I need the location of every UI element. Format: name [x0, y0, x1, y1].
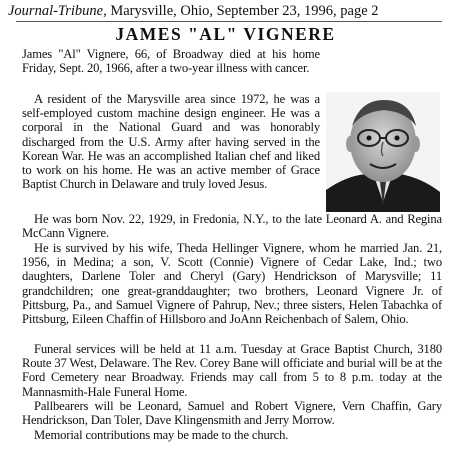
obituary-title: JAMES "AL" VIGNERE: [115, 24, 336, 44]
portrait-image: [326, 92, 440, 212]
obit-paragraph-death: James "Al" Vignere, 66, of Broadway died at his home Friday, Sept. 20, 1966, after a two-year illness with cancer.: [22, 47, 320, 76]
obit-paragraph-survivors: He is survived by his wife, Theda Hellinger Vignere, whom he married Jan. 21, 1956, in Medina; a son, V. Scott (Connie) Vignere of Cedar Lake, Ind.; two daughters, Darlene Toler and Cheryl (Gary) Hendrickson of Marysville; 11 grandchildren; one great-granddaughter; two brothers, Leonard Vignere Jr. of Pittsburg, Pa., and Samuel Vignere of Pahrup, Nev.; three sisters, Helen Tabachka of Pittsburg, Eileen Chaffin of Hillsboro and JoAnn Reichenbach of Salem, Ohio.: [22, 241, 442, 327]
newspaper-name: Journal-Tribune: [8, 3, 104, 19]
obit-paragraph-memorial: Memorial contributions may be made to the church.: [34, 428, 289, 442]
publication-date-line: , Marysville, Ohio, September 23, 1996, page 2: [103, 3, 379, 19]
portrait-photo: [326, 92, 440, 212]
obit-paragraph-biography: A resident of the Marysville area since 1972, he was a self-employed custom machine design engineer. He was a corporal in the National Guard and was honorably discharged from the U.S. Army after having served in the Korean War. He was an accomplished Italian chef and liked to work on his home. He was an active member of Grace Baptist Church in Delaware and truly loved Jesus.: [22, 92, 320, 192]
obit-paragraph-birth: He was born Nov. 22, 1929, in Fredonia, N.Y., to the late Leonard A. and Regina McCann Vignere.: [22, 212, 442, 241]
obit-paragraph-services: Funeral services will be held at 11 a.m. Tuesday at Grace Baptist Church, 3180 Route 37 West, Delaware. The Rev. Corey Bane will officiate and burial will be at the Ford Cemetery near Broadway. Friends may call from 5 to 8 p.m. today at the Mannasmith-Hale Funeral Home.: [22, 342, 442, 399]
clipping-header: [8, 3, 448, 20]
obit-paragraph-pallbearers: Pallbearers will be Leonard, Samuel and Robert Vignere, Vern Chaffin, Gary Hendrickson, Dan Toler, Dave Klingensmith and Jerry Morrow.: [22, 399, 442, 428]
